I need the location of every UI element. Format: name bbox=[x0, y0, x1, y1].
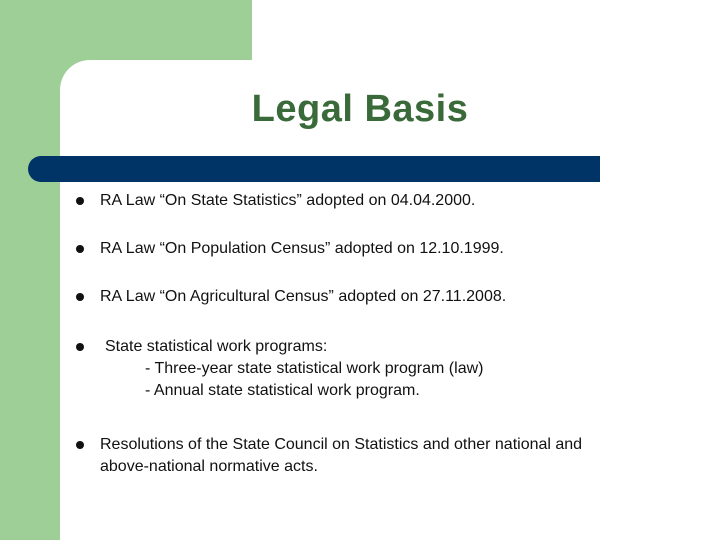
bullet-text: RA Law “On State Statistics” adopted on 04.04.2000. bbox=[100, 192, 476, 209]
bullet-text bbox=[105, 336, 483, 402]
programs-sub-item: - Three-year state statistical work program (law) bbox=[145, 360, 484, 377]
bullet-dot-icon bbox=[76, 245, 84, 253]
bullet-dot-icon bbox=[76, 293, 84, 301]
bullet-text: RA Law “On Population Census” adopted on 12.10.1999. bbox=[100, 240, 504, 257]
slide-title: Legal Basis bbox=[251, 88, 469, 130]
bullet-dot-icon bbox=[76, 441, 84, 449]
green-left-strip bbox=[0, 0, 60, 540]
bullet-dot-icon bbox=[76, 197, 84, 205]
resolutions-line: Resolutions of the State Council on Statistics and other national and bbox=[100, 436, 583, 453]
resolutions-continuation: above-national normative acts. bbox=[100, 458, 318, 475]
programs-sub-item: - Annual state statistical work program. bbox=[145, 382, 420, 399]
title-underline-bar bbox=[28, 156, 600, 182]
programs-heading: State statistical work programs: bbox=[105, 338, 328, 355]
bullet-text bbox=[100, 434, 582, 478]
bullet-text: RA Law “On Agricultural Census” adopted on 27.11.2008. bbox=[100, 288, 507, 305]
bullet-dot-icon bbox=[76, 343, 84, 351]
